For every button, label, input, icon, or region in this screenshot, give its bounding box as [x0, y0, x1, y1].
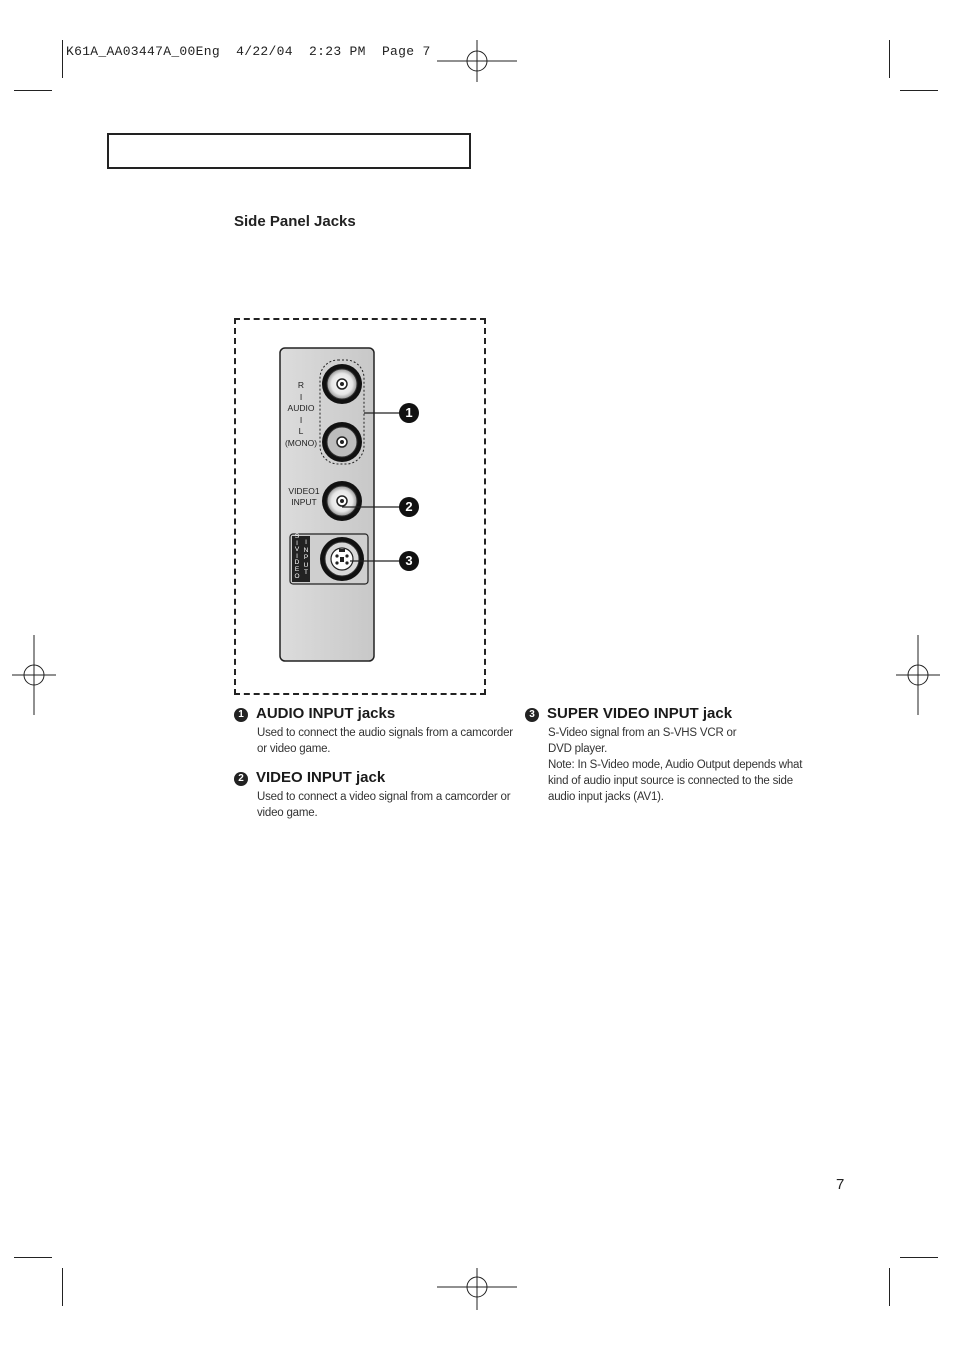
registration-mark-top-icon	[437, 40, 517, 82]
item-heading: AUDIO INPUT jacks	[256, 705, 396, 722]
print-slug: K61A_AA03447A_00Eng 4/22/04 2:23 PM Page 7	[66, 44, 431, 59]
audio-r-jack	[322, 364, 362, 404]
page-number: 7	[836, 1176, 845, 1193]
video-jack	[322, 481, 362, 521]
item-number-badge: 3	[525, 708, 539, 722]
callout-3-label: 3	[405, 553, 413, 568]
callout-1-label: 1	[405, 405, 413, 420]
registration-mark-right-icon	[896, 635, 940, 715]
s-video-jack	[320, 537, 364, 581]
item-heading: VIDEO INPUT jack	[256, 769, 386, 786]
label-i-1: I	[299, 391, 303, 402]
crop-mark	[14, 90, 52, 91]
label-input-vertical: I N P U T	[303, 539, 309, 577]
item-note: Note: In S-Video mode, Audio Output depends what kind of audio input source is connected to the side audio input jacks (AV1).	[548, 759, 803, 803]
label-audio: AUDIO	[287, 403, 315, 413]
label-mono: (MONO)	[284, 437, 318, 448]
audio-l-jack	[322, 422, 362, 462]
item-video-input	[234, 769, 524, 821]
item-super-video-input	[525, 705, 810, 805]
label-r: R	[297, 380, 305, 390]
crop-mark	[62, 1268, 63, 1306]
item-audio-input	[234, 705, 524, 757]
label-s-video-vertical: S I V I D E O	[294, 533, 300, 580]
panel-labels-audio	[280, 380, 322, 449]
label-l: L	[298, 426, 304, 436]
panel-labels-video	[282, 486, 326, 508]
section-title: Side Panel Jacks	[234, 213, 356, 230]
item-text: Used to connect the audio signals from a camcorder or video game.	[257, 727, 513, 755]
item-text: S-Video signal from an S-VHS VCR or DVD player.	[548, 727, 737, 755]
side-panel-figure	[234, 318, 486, 695]
label-input: INPUT	[291, 497, 317, 507]
registration-mark-left-icon	[12, 635, 56, 715]
crop-mark	[889, 1268, 890, 1306]
side-panel-illustration	[234, 318, 486, 695]
crop-mark	[14, 1257, 52, 1258]
registration-mark-bottom-icon	[437, 1268, 517, 1310]
item-number-badge: 1	[234, 708, 248, 722]
crop-mark	[889, 40, 890, 78]
crop-mark	[62, 40, 63, 78]
item-heading: SUPER VIDEO INPUT jack	[547, 705, 733, 722]
item-text: Used to connect a video signal from a camcorder or video game.	[257, 791, 511, 819]
label-i-2: I	[299, 414, 303, 425]
crop-mark	[900, 1257, 938, 1258]
item-number-badge: 2	[234, 772, 248, 786]
callout-2-label: 2	[405, 499, 413, 514]
label-video1: VIDEO1	[288, 486, 320, 496]
header-box	[107, 133, 471, 169]
crop-mark	[900, 90, 938, 91]
